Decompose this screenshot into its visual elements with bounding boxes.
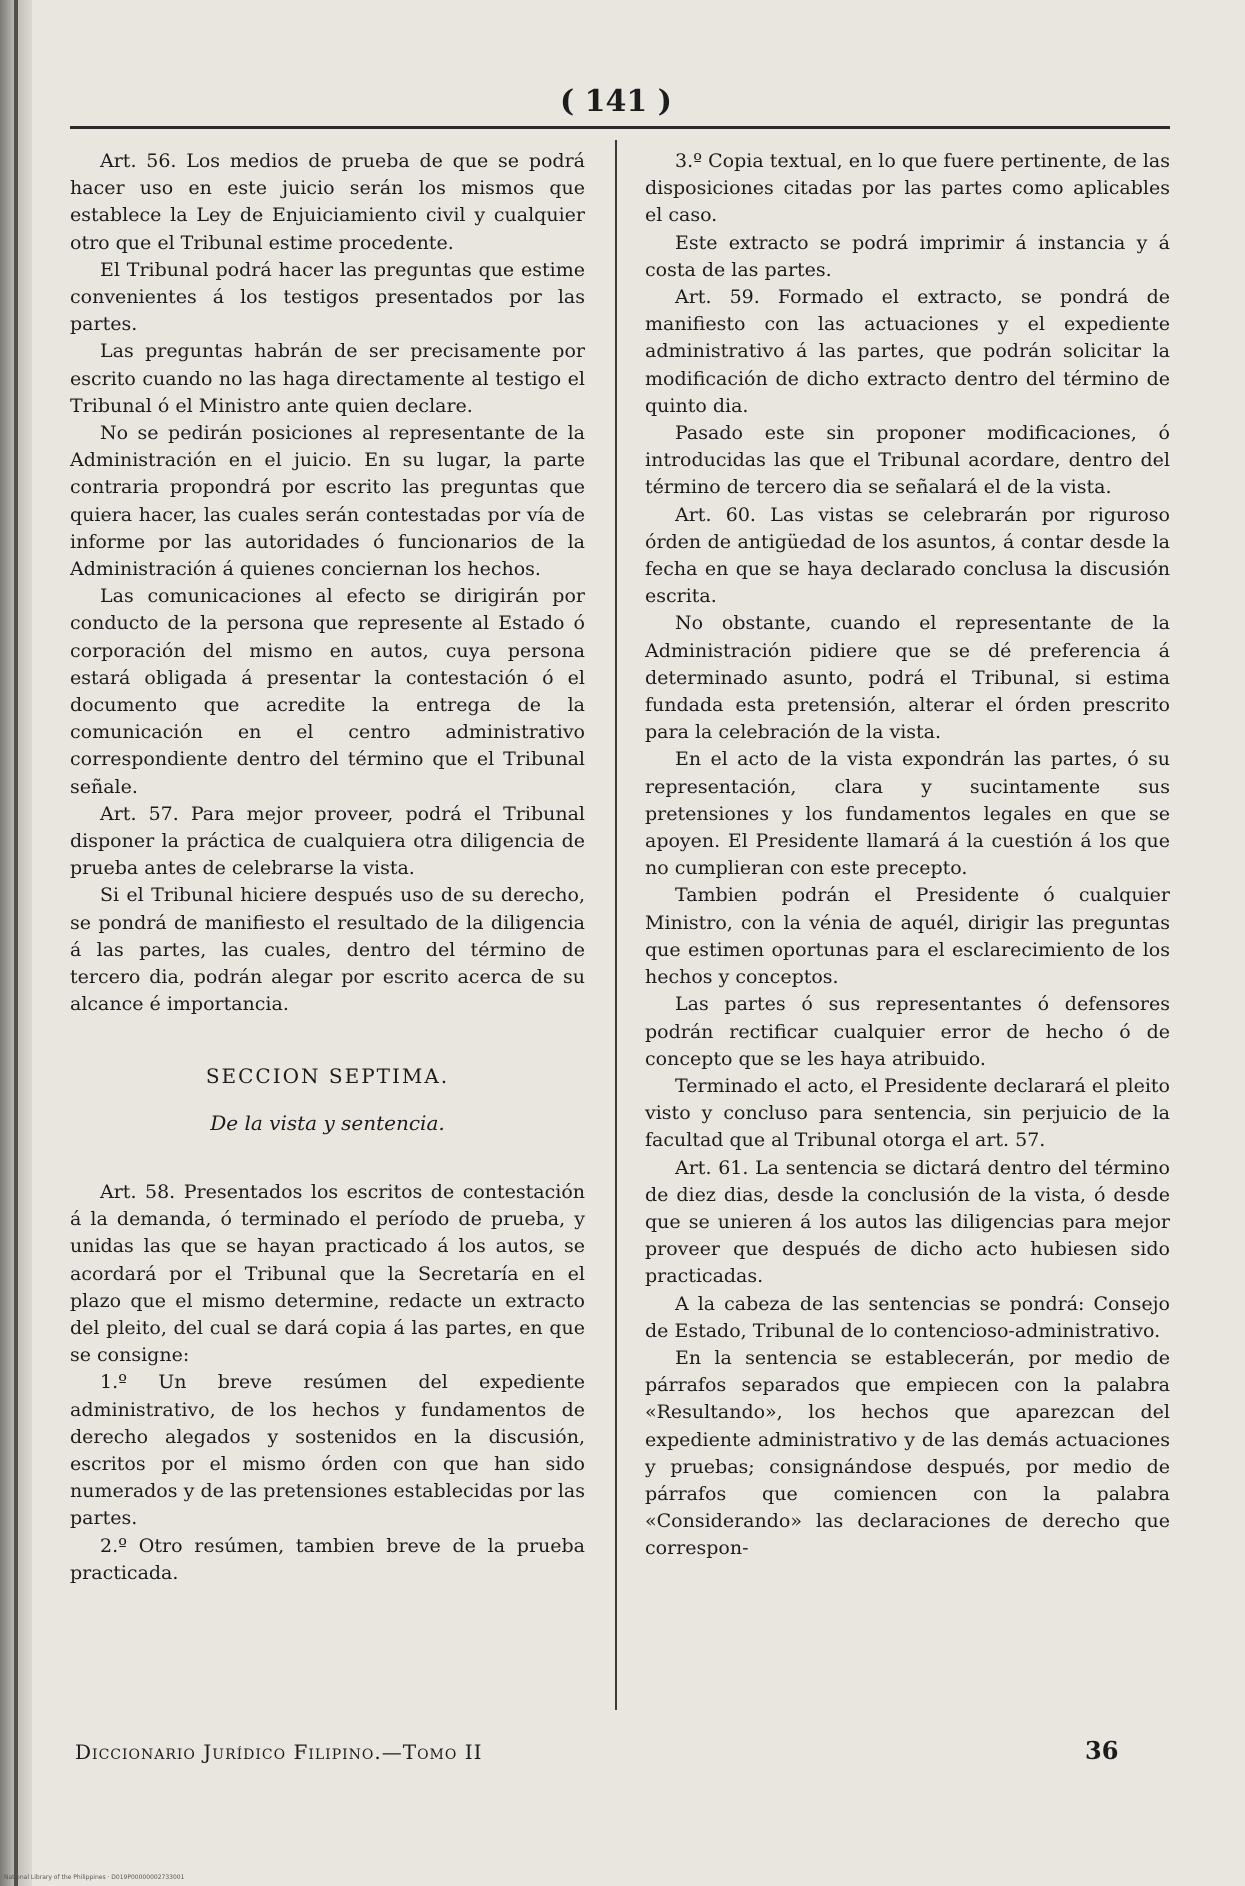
binding-shadow-line: [14, 0, 18, 1886]
paragraph: Pasado este sin proponer modificaciones, ó introducidas las que el Tribunal acordare, dentro del término de tercero dia se señalará el de la vista.: [645, 422, 1170, 499]
left-column: [70, 148, 585, 1587]
scan-credit: National Library of the Philippines · D019P00000002733001: [4, 1874, 185, 1881]
paragraph: Si el Tribunal hiciere después uso de su derecho, se pondrá de manifiesto el resultado de la diligencia á las partes, las cuales, dentro del término de tercero dia, podrán alegar por escrito acerca de su alcance é importancia.: [70, 884, 585, 1016]
section-subtitle: De la vista y sentencia.: [210, 1110, 445, 1135]
right-column: [645, 148, 1170, 1563]
paragraph: Las comunicaciones al efecto se dirigirán por conducto de la persona que represente al Estado ó corporación del mismo en autos, cuya persona estará obligada á presentar la contestación ó el documento que acredite la entrega de la comunicación en el centro administrativo correspondiente dentro del término que el Tribunal señale.: [70, 585, 585, 798]
paragraph: No se pedirán posiciones al representante de la Administración en el juicio. En su lugar, la parte contraria propondrá por escrito las preguntas que quiera hacer, las cuales serán contestadas por vía de informe por las autoridades ó funcionarios de la Administración á quienes conciernan los hechos.: [70, 422, 585, 581]
paragraph: Art. 56. Los medios de prueba de que se podrá hacer uso en este juicio serán los mismos que establece la Ley de Enjuiciamiento civil y cualquier otro que el Tribunal estime procedente.: [70, 150, 585, 254]
paragraph: En la sentencia se establecerán, por medio de párrafos separados que empiecen con la palabra «Resultando», los hechos que aparezcan del expediente administrativo y de las demás actuaciones y pruebas; consignándose después, por medio de párrafos que comiencen con la palabra «Considerando» las declaraciones de derecho que correspon-: [645, 1346, 1170, 1560]
paragraph: El Tribunal podrá hacer las preguntas que estime convenientes á los testigos presentados por las partes.: [70, 258, 585, 336]
paragraph: Este extracto se podrá imprimir á instancia y á costa de las partes.: [645, 231, 1170, 281]
sheet-number: 36: [1085, 1736, 1119, 1765]
paragraph: Las preguntas habrán de ser precisamente por escrito cuando no las haga directamente al testigo el Tribunal ó el Ministro ante quien declare.: [70, 340, 585, 417]
paragraph: Art. 61. La sentencia se dictará dentro del término de diez dias, desde la conclusión de la vista, ó desde que se unieren á los autos las diligencias para mejor proveer que después de dicho acto hubiesen sido practicadas.: [645, 1156, 1170, 1288]
paragraph: Art. 60. Las vistas se celebrarán por riguroso órden de antigüedad de los asuntos, á contar desde la fecha en que se haya declarado conclusa la discusión escrita.: [645, 503, 1170, 608]
footer-title: Diccionario Jurídico Filipino.—Tomo II: [75, 1740, 483, 1764]
paragraph: Art. 58. Presentados los escritos de contestación á la demanda, ó terminado el período de prueba, y unidas las que se hayan practicado á los autos, se acordará por el Tribunal que la Secretaría en el plazo que el mismo determine, redacte un extracto del pleito, del cual se dará copia á las partes, en que se consigne:: [70, 1180, 585, 1367]
paragraph: No obstante, cuando el representante de la Administración pidiere que se dé preferencia á determinado asunto, podrá el Tribunal, si estima fundada esta pretensión, alterar el órden prescrito para la celebración de la vista.: [645, 612, 1170, 744]
header-rule: [70, 126, 1170, 129]
paragraph: Terminado el acto, el Presidente declarará el pleito visto y concluso para sentencia, sin perjuicio de la facultad que al Tribunal otorga el art. 57.: [645, 1074, 1170, 1152]
page-number: ( 141 ): [560, 84, 672, 119]
paragraph: 2.º Otro resúmen, tambien breve de la prueba practicada.: [70, 1534, 585, 1584]
paragraph: En el acto de la vista expondrán las partes, ó su representación, clara y sucintamente sus pretensiones y los fundamentos legales en que se apoyen. El Presidente llamará á la cuestión á los que no cumplieran con este precepto.: [645, 748, 1170, 880]
paragraph: 1.º Un breve resúmen del expediente administrativo, de los hechos y fundamentos de derecho alegados y sostenidos en la discusión, escritos por el mismo órden con que han sido numerados y de las pretensiones establecidas por las partes.: [70, 1371, 585, 1530]
section-title: SECCION SEPTIMA.: [205, 1063, 450, 1088]
paragraph: A la cabeza de las sentencias se pondrá: Consejo de Estado, Tribunal de lo contencioso-administrativo.: [645, 1292, 1170, 1342]
column-divider: [615, 140, 617, 1710]
paragraph: Art. 59. Formado el extracto, se pondrá de manifiesto con las actuaciones y el expediente administrativo á las partes, que podrán solicitar la modificación de dicho extracto dentro del término de quinto dia.: [645, 286, 1170, 417]
paragraph: 3.º Copia textual, en lo que fuere pertinente, de las disposiciones citadas por las partes como aplicables el caso.: [645, 150, 1170, 227]
paragraph: Art. 57. Para mejor proveer, podrá el Tribunal disponer la práctica de cualquiera otra diligencia de prueba antes de celebrarse la vista.: [70, 802, 585, 880]
paragraph: Las partes ó sus representantes ó defensores podrán rectificar cualquier error de hecho ó de concepto que se les haya atribuido.: [645, 993, 1170, 1070]
paragraph: Tambien podrán el Presidente ó cualquier Ministro, con la vénia de aquél, dirigir las preguntas que estimen oportunas para el esclarecimiento de los hechos y conceptos.: [645, 884, 1170, 989]
